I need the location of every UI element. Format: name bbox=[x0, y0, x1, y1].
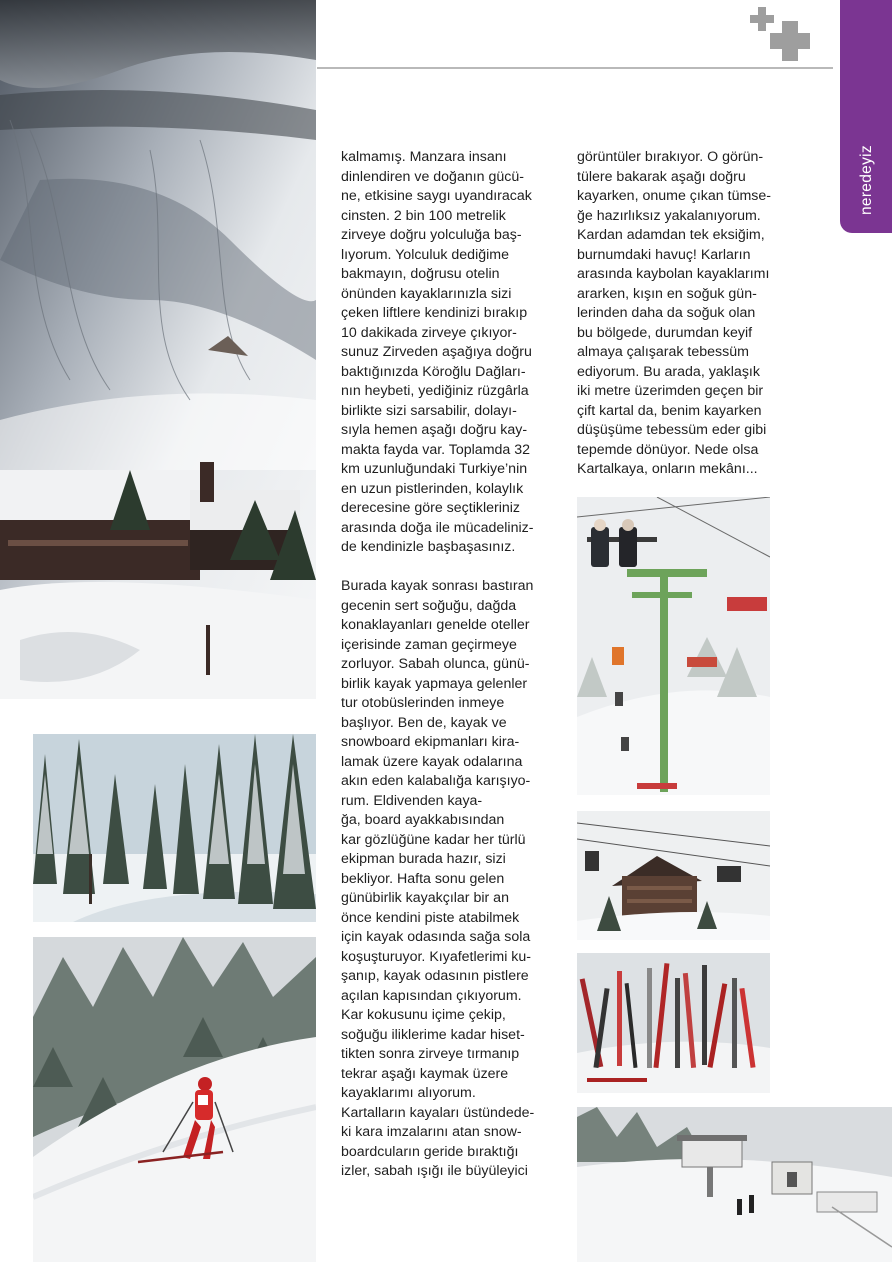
text-line: Burada kayak sonrası bastıran bbox=[341, 578, 534, 594]
text-line: tekrar aşağı kaymak üzere bbox=[341, 1065, 509, 1082]
photo-chairlift-skiers bbox=[577, 497, 770, 795]
text-line: baktığınızda Köroğlu Dağları- bbox=[341, 363, 526, 380]
text-line: de kendinizle başbaşasınız. bbox=[341, 539, 516, 555]
text-line: ekipman burada hazır, sizi bbox=[341, 851, 506, 867]
photo-ski-slope-lift-hut bbox=[577, 1107, 892, 1262]
text-line: için kayak odasında sağa sola bbox=[341, 929, 531, 945]
text-line: açılan kapısından çıkıyorum. bbox=[341, 987, 522, 1004]
text-line: kayaklarımı alıyorum. bbox=[341, 1085, 476, 1101]
text-line: birlikte sizi sarsabilir, dolayı- bbox=[341, 402, 517, 419]
text-line: arasında doğa ile mücadeliniz- bbox=[341, 519, 534, 536]
article-column-left bbox=[341, 148, 534, 1182]
text-line: derecesine göre seçtikleriniz bbox=[341, 500, 521, 516]
text-line: tepemde dönüyor. Nede olsa bbox=[577, 441, 759, 458]
text-line: kalmamış. Manzara insanı bbox=[341, 149, 507, 165]
section-tab-label: neredeyiz bbox=[858, 145, 875, 215]
text-line: en uzun pistlerinden, kolaylık bbox=[341, 480, 524, 497]
text-line: cinsten. 2 bin 100 metrelik bbox=[341, 207, 506, 224]
text-line: ne, etkisine saygı uyandıracak bbox=[341, 188, 532, 204]
text-line: kayarken, onume çıkan tümse- bbox=[577, 188, 771, 204]
text-line: birlik kayak yapmaya gelenler bbox=[341, 675, 528, 692]
text-line: zirveye doğru yolculuğa baş- bbox=[341, 227, 522, 243]
text-line: başlıyor. Ben de, kayak ve bbox=[341, 714, 507, 731]
text-line: lerinden daha da soğuk olan bbox=[577, 305, 756, 321]
text-line: koşuşturuyor. Kıyafetlerimi ku- bbox=[341, 948, 532, 965]
photo-skier-in-red bbox=[33, 937, 316, 1262]
text-line: günübirlik kayakçılar bir an bbox=[341, 890, 509, 906]
text-line: almaya çalışarak tebessüm bbox=[577, 344, 749, 360]
text-line: makta fayda var. Toplamda 32 bbox=[341, 441, 531, 458]
photo-lift-station bbox=[577, 811, 770, 940]
text-line: gecenin sert soğuğu, dağda bbox=[341, 597, 517, 614]
text-line: zorluyor. Sabah olunca, günü- bbox=[341, 656, 530, 672]
text-line: nın heybeti, yediğiniz rüzgârla bbox=[341, 383, 529, 399]
article-column-right bbox=[577, 148, 771, 480]
text-line: lıyorum. Yolculuk dediğime bbox=[341, 246, 509, 263]
text-line: izler, sabah ışığı ile büyüleyici bbox=[341, 1163, 528, 1179]
text-line: Kartalkaya, onların mekânı... bbox=[577, 461, 758, 477]
text-line: Kartalların kayaları üstündede- bbox=[341, 1104, 535, 1121]
text-line: 10 dakikada zirveye çıkıyor- bbox=[341, 324, 517, 341]
photo-snowy-forest-road bbox=[33, 734, 316, 922]
text-line: km uzunluğundaki Turkiye’nin bbox=[341, 461, 528, 477]
paragraph-gap bbox=[341, 558, 534, 578]
text-line: ğa, board ayakkabısından bbox=[341, 812, 505, 828]
text-line: önünden kayaklarınızla sizi bbox=[341, 285, 512, 302]
text-line: bekliyor. Hafta sonu gelen bbox=[341, 870, 505, 887]
text-line: tikten sonra zirveye tırmanıp bbox=[341, 1046, 520, 1062]
text-line: soğuğu iliklerime kadar hiset- bbox=[341, 1026, 525, 1043]
text-line: ki kara imzalarını atan snow- bbox=[341, 1124, 522, 1140]
text-line: sunuz Zirveden aşağıya doğru bbox=[341, 344, 532, 360]
text-line: kar gözlüğüne kadar her türlü bbox=[341, 831, 526, 848]
text-line: iki metre üzerimden geçen bir bbox=[577, 383, 764, 399]
header-rule bbox=[317, 67, 833, 69]
text-line: tülere bakarak aşağı doğru bbox=[577, 168, 746, 185]
text-line: snowboard ekipmanları kira- bbox=[341, 734, 520, 750]
text-line: ediyorum. Bu arada, yaklaşık bbox=[577, 363, 760, 380]
text-line: önce kendini piste atabilmek bbox=[341, 909, 520, 926]
text-line: ararken, kışın en soğuk gün- bbox=[577, 285, 757, 302]
text-line: arasında kaybolan kayaklarımı bbox=[577, 266, 770, 282]
text-line: dinlendiren ve doğanın gücü- bbox=[341, 168, 524, 185]
text-line: içerisinde zaman geçirmeye bbox=[341, 636, 517, 653]
photo-snowy-mountain-slope bbox=[0, 0, 316, 699]
text-line: çeken liftlere kendinizi bırakıp bbox=[341, 305, 528, 321]
text-line: çift kartal da, benim kayarken bbox=[577, 402, 762, 419]
plus-icon bbox=[750, 7, 814, 61]
text-line: Kar kokusunu içime çekip, bbox=[341, 1007, 506, 1023]
text-line: görüntüler bırakıyor. O görün- bbox=[577, 149, 764, 165]
text-line: düşüşüme tebessüm eder gibi bbox=[577, 422, 767, 438]
text-line: bu bölgede, durumdan keyif bbox=[577, 324, 753, 341]
text-line: tur otobüslerinden inmeye bbox=[341, 695, 505, 711]
text-line: Kardan adamdan tek eksiğim, bbox=[577, 227, 765, 243]
text-line: burnumdaki havuç! Karların bbox=[577, 246, 751, 263]
paragraph bbox=[577, 148, 771, 480]
paragraph bbox=[341, 577, 534, 1182]
text-line: boardcuların geride bıraktığı bbox=[341, 1143, 519, 1160]
paragraph bbox=[341, 148, 534, 558]
text-line: lamak üzere kayak odalarına bbox=[341, 753, 523, 770]
text-line: şanıp, kayak odasının pistlere bbox=[341, 968, 529, 984]
text-line: rum. Eldivenden kaya- bbox=[341, 792, 483, 809]
text-line: akın eden kalabalığa karışıyo- bbox=[341, 773, 531, 789]
photo-skis-in-snow bbox=[577, 953, 770, 1093]
text-line: konaklayanları genelde oteller bbox=[341, 617, 530, 633]
text-line: bakmayın, doğrusu otelin bbox=[341, 266, 500, 282]
text-line: sıyla hemen aşağı doğru kay- bbox=[341, 422, 528, 438]
text-line: ğe hazırlıksız yakalanıyorum. bbox=[577, 207, 761, 224]
